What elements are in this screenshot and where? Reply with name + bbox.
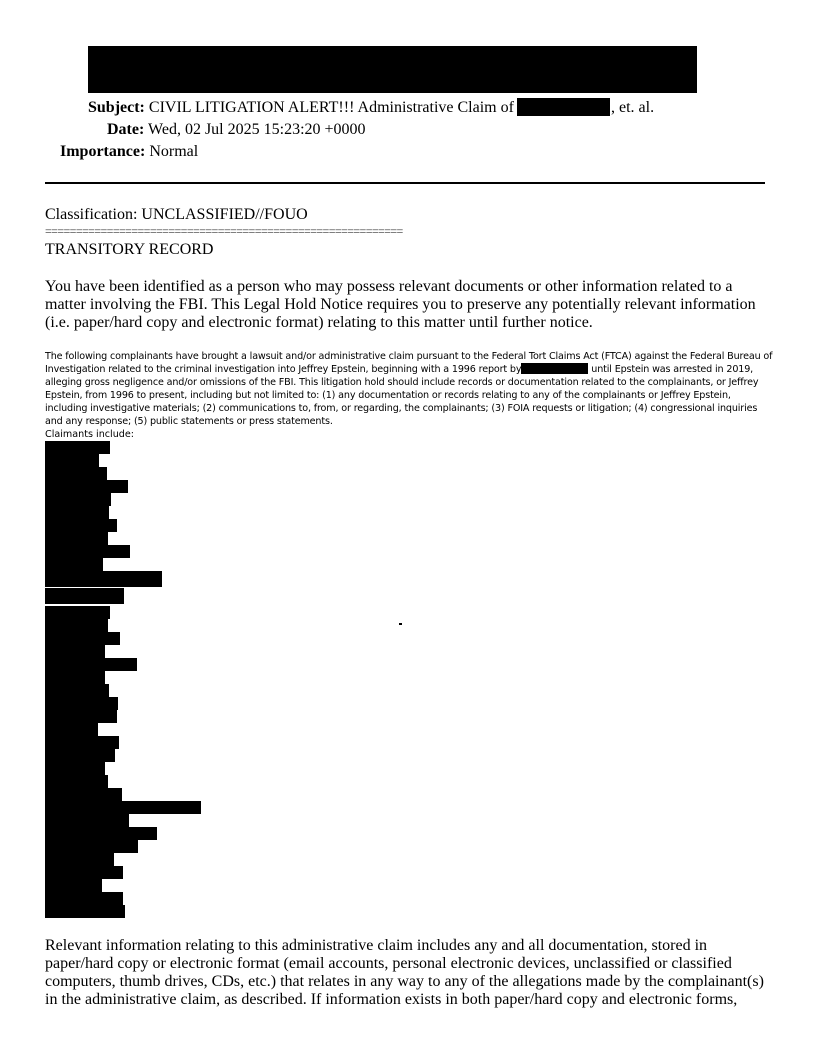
relevant-info-paragraph: Relevant information relating to this administrative claim includes any and all documentation, stored in paper/hard copy or electronic format (email accounts, personal electronic devices, unclassified or classified computers, thumb drives, CDs, etc.) that relates in any way to any of the allegations made by the complainant(s) in the administrative claim, as described. If information exists in both paper/hard copy and electronic forms, (45, 937, 764, 1008)
date-value: Wed, 02 Jul 2025 15:23:20 +0000 (148, 121, 366, 138)
claimant-redaction (45, 749, 115, 762)
claimant-redaction (45, 493, 111, 506)
date-row (107, 121, 366, 139)
subject-row (88, 99, 514, 117)
claimant-redaction (45, 827, 157, 840)
claimant-redaction (45, 879, 102, 892)
claimant-redaction (45, 619, 108, 632)
claimant-redaction (45, 736, 119, 749)
claimant-redaction (45, 840, 138, 853)
classification-line: Classification: UNCLASSIFIED//FOUO (45, 206, 308, 223)
claimant-redaction (45, 892, 123, 905)
claimant-redaction (45, 441, 110, 454)
claimant-redaction (45, 671, 105, 684)
claimant-redaction (45, 723, 98, 736)
claimant-redaction (45, 506, 109, 519)
claimant-redaction (45, 467, 107, 480)
record-type: TRANSITORY RECORD (45, 241, 214, 258)
complainants-text-part1: The following complainants have brought a lawsuit and/or administrative claim pursuant to the Federal Tort Claims Act (FTCA) against the Federal Bureau of Investigation related to the criminal investigation into Jeffrey Epstein, beginning with a 1996 report by (45, 351, 773, 375)
importance-value: Normal (149, 143, 199, 160)
claimant-redaction (45, 571, 162, 587)
claimant-redaction (45, 814, 129, 827)
claimant-redaction (45, 684, 109, 697)
claimant-redaction (45, 480, 128, 493)
importance-label: Importance: (60, 143, 146, 160)
claimant-redaction (45, 866, 123, 879)
claimant-redaction (45, 532, 108, 545)
claimant-redaction (45, 905, 125, 918)
subject-value: CIVIL LITIGATION ALERT!!! Administrative Claim of (148, 99, 514, 116)
subject-label: Subject: (88, 99, 145, 116)
complainants-paragraph (45, 350, 773, 428)
claimant-redaction (45, 632, 120, 645)
inline-redaction (521, 363, 588, 374)
claimant-redaction (45, 853, 114, 866)
subject-name-redaction (517, 98, 610, 116)
claimant-redaction (45, 606, 110, 619)
claimant-redaction (45, 519, 117, 532)
claimant-redaction (45, 697, 118, 710)
importance-row (60, 143, 198, 161)
legal-hold-paragraph: You have been identified as a person who may possess relevant documents or other information related to a matter involving the FBI. This Legal Hold Notice requires you to preserve any potentially relevant information (i.e. paper/hard copy and electronic format) relating to this matter until further notice. (45, 278, 756, 331)
claimant-redaction (45, 710, 117, 723)
claimant-redaction (45, 454, 99, 467)
subject-suffix-text: , et. al. (611, 99, 655, 116)
complainants-text-part2: until Epstein was arrested in 2019, alleging gross negligence and/or omissions of the FBI. This litigation hold should include records or documentation related to the complainants, or Jeffrey Epstein, from 1996 to present, including but not limited to: (1) any documentation or records relating to any of the complainants or Jeffrey Epstein, including investigative materials; (2) communications to, from, or regarding, the complainants; (3) FOIA requests or litigation; (4) congressional inquiries and any response; (5) public statements or press statements. (45, 364, 759, 427)
claimant-redaction (45, 645, 105, 658)
claimant-redaction (45, 762, 105, 775)
claimant-redaction (45, 658, 137, 671)
subject-suffix (611, 99, 654, 117)
header-redaction (88, 46, 697, 93)
date-label: Date: (107, 121, 145, 138)
separator-line: ========================================================== (45, 226, 403, 236)
claimant-redaction (45, 558, 103, 571)
stray-mark (399, 623, 402, 625)
claimant-redaction (45, 588, 124, 604)
claimant-redaction (45, 788, 122, 801)
claimants-label: Claimants include: (45, 429, 135, 440)
claimant-redaction (45, 801, 201, 814)
claimant-redaction (45, 775, 108, 788)
claimant-redaction (45, 545, 130, 558)
header-divider (45, 182, 765, 184)
